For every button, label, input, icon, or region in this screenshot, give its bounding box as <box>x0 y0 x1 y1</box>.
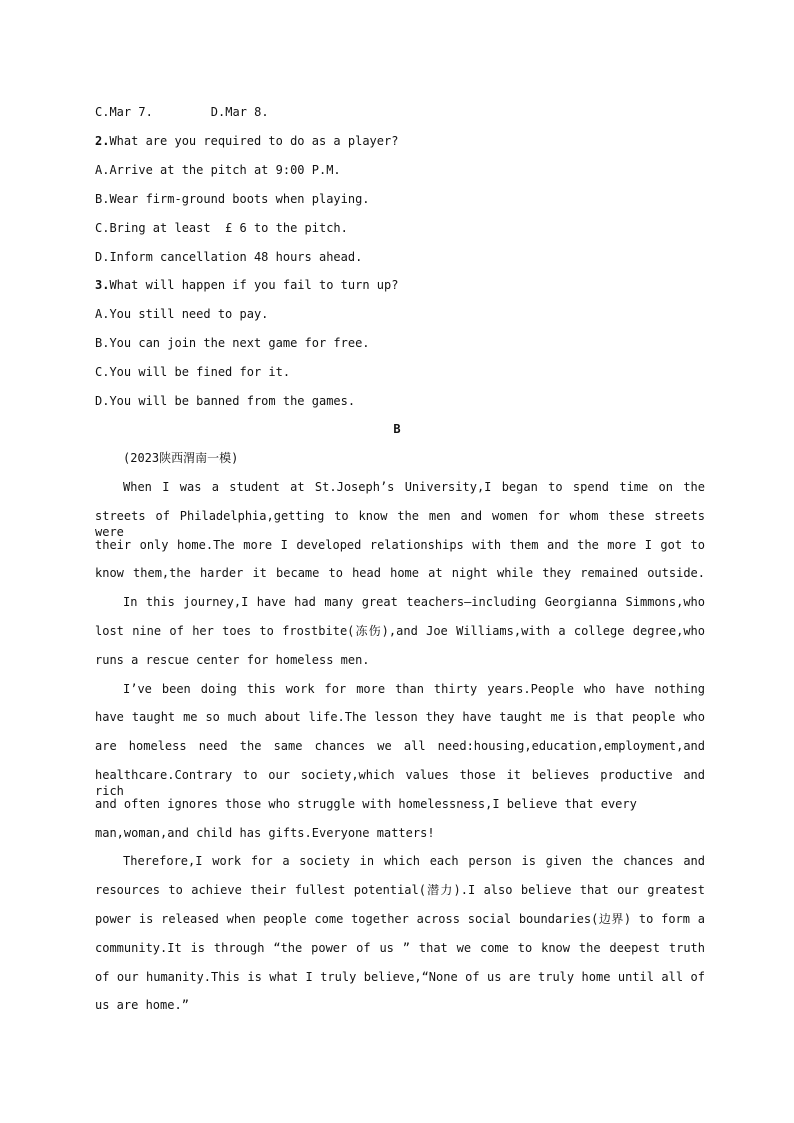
q2-number: 2. <box>95 134 110 148</box>
q2-option-a: A.Arrive at the pitch at 9:00 P.M. <box>95 163 341 177</box>
passage-line: and often ignores those who struggle with homelessness,I believe that every <box>95 797 637 811</box>
passage-line: man,woman,and child has gifts.Everyone matters! <box>95 826 435 840</box>
passage-line: streets of Philadelphia,getting to know the men and women for whom these streets were <box>95 509 705 539</box>
q3-option-b: B.You can join the next game for free. <box>95 336 370 350</box>
passage-line: runs a rescue center for homeless men. <box>95 653 370 667</box>
q3-text: What will happen if you fail to turn up? <box>109 278 399 292</box>
passage-line: I’ve been doing this work for more than thirty years.People who have nothing <box>123 682 705 696</box>
passage-line: of our humanity.This is what I truly believe,“None of us are truly home until all of <box>95 970 705 984</box>
q3-number: 3. <box>95 278 110 292</box>
section-b-source: (2023陕西渭南一模) <box>123 451 239 465</box>
passage-line: When I was a student at St.Joseph’s University,I began to spend time on the <box>123 480 705 494</box>
passage-line: are homeless need the same chances we all need:housing,education,employment,and <box>95 739 705 753</box>
q3-option-a: A.You still need to pay. <box>95 307 269 321</box>
q2-question <box>95 133 705 149</box>
q2-text: What are you required to do as a player? <box>109 134 399 148</box>
passage-line: have taught me so much about life.The lesson they have taught me is that people who <box>95 710 705 724</box>
q3-question <box>95 277 705 293</box>
passage-line: In this journey,I have had many great teachers—including Georgianna Simmons,who <box>123 595 705 609</box>
passage-line: community.It is through “the power of us ” that we come to know the deepest truth <box>95 941 705 955</box>
passage-line: resources to achieve their fullest potential(潜力).I also believe that our greatest <box>95 883 705 897</box>
q1-options-row <box>95 104 705 120</box>
q2-option-b: B.Wear firm-ground boots when playing. <box>95 192 370 206</box>
passage-line: healthcare.Contrary to our society,which values those it believes productive and rich <box>95 768 705 798</box>
passage-line: know them,the harder it became to head home at night while they remained outside. <box>95 566 705 580</box>
q3-option-d: D.You will be banned from the games. <box>95 394 356 408</box>
passage-line: us are home.” <box>95 998 189 1012</box>
q3-option-c: C.You will be fined for it. <box>95 365 291 379</box>
q2-option-d: D.Inform cancellation 48 hours ahead. <box>95 250 363 264</box>
q1-option-d: D.Mar 8. <box>210 105 269 119</box>
q2-option-c: C.Bring at least £ 6 to the pitch. <box>95 221 348 235</box>
passage-line: lost nine of her toes to frostbite(冻伤),and Joe Williams,with a college degree,who <box>95 624 705 638</box>
passage-line: Therefore,I work for a society in which each person is given the chances and <box>123 854 705 868</box>
q1-option-c: C.Mar 7. <box>95 105 153 119</box>
passage-line: their only home.The more I developed relationships with them and the more I got to <box>95 538 705 552</box>
passage-line: power is released when people come together across social boundaries(边界) to form a <box>95 912 705 926</box>
section-b-heading: B <box>393 422 401 436</box>
